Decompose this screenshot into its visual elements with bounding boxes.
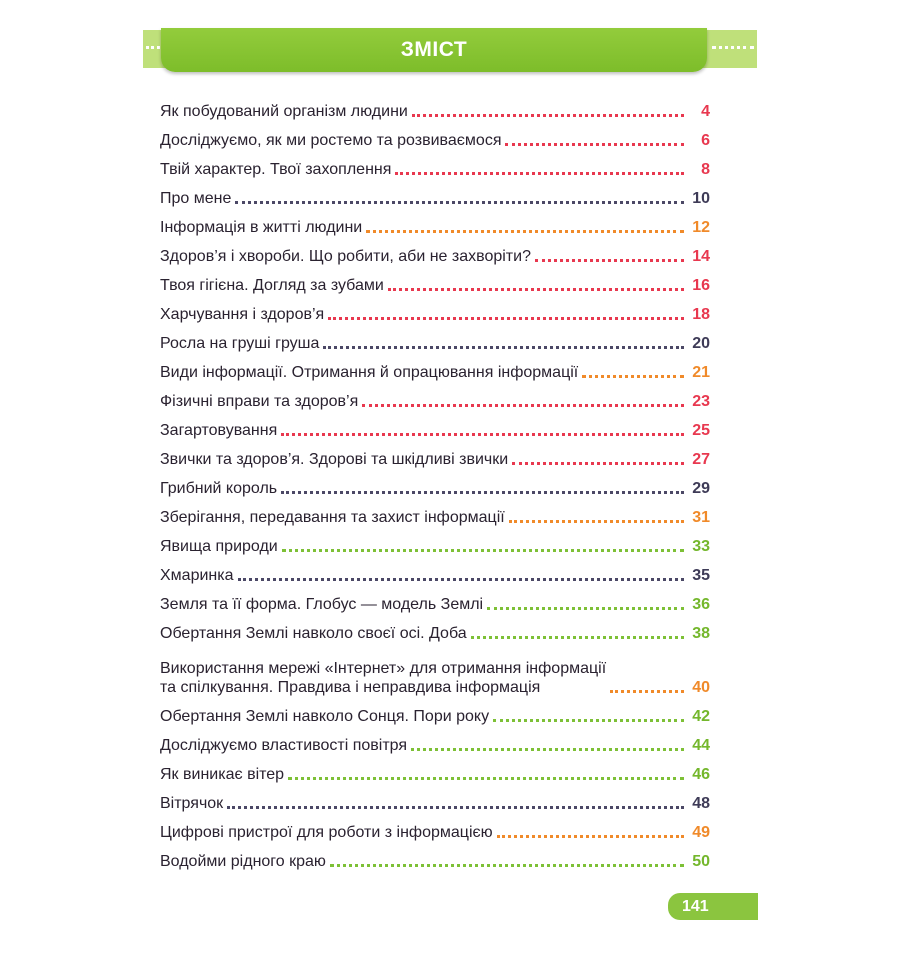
- toc-item: [160, 844, 710, 873]
- toc-dotted-leader: [412, 114, 684, 117]
- toc-item: [160, 728, 710, 757]
- toc-item-title: Водойми рідного краю: [160, 853, 326, 870]
- toc-dotted-leader: [505, 143, 684, 146]
- toc-dotted-leader: [281, 433, 684, 436]
- toc-item-page: 21: [692, 364, 710, 381]
- toc-item-title: Звички та здоров’я. Здорові та шкідливі звички: [160, 451, 509, 468]
- toc-dotted-leader: [512, 462, 684, 465]
- toc-item: [160, 442, 710, 471]
- toc-item: [160, 815, 710, 844]
- toc-item-title: Харчування і здоров’я: [160, 306, 325, 323]
- toc-item: [160, 210, 710, 239]
- toc-item-page: 12: [692, 219, 710, 236]
- toc-item: [160, 297, 710, 326]
- toc-dotted-leader: [471, 636, 684, 639]
- toc-dotted-leader: [366, 230, 684, 233]
- toc-item-title: Росла на груші груша: [160, 335, 320, 352]
- toc-dotted-leader: [509, 520, 684, 523]
- toc-item-title: Зберігання, передавання та захист інформації: [160, 509, 505, 526]
- toc-dotted-leader: [362, 404, 684, 407]
- toc-item: [160, 645, 710, 699]
- toc-item: [160, 616, 710, 645]
- toc-item-page: 33: [692, 538, 710, 555]
- toc-dotted-leader: [238, 578, 685, 581]
- toc-item: [160, 786, 710, 815]
- toc-item-page: 44: [692, 737, 710, 754]
- toc-item: [160, 152, 710, 181]
- toc-item-page: 10: [692, 190, 710, 207]
- toc-item-page: 29: [692, 480, 710, 497]
- page-number-tab: [668, 893, 758, 920]
- toc-item-title: Явища природи: [160, 538, 278, 555]
- toc-item-title: Обертання Землі навколо Сонця. Пори року: [160, 708, 490, 725]
- toc-item: [160, 94, 710, 123]
- toc-item-title: Обертання Землі навколо своєї осі. Доба: [160, 625, 467, 642]
- toc-item: [160, 471, 710, 500]
- toc-item-title: Про мене: [160, 190, 232, 207]
- toc-item: [160, 384, 710, 413]
- toc-item-title: Використання мережі «Інтернет» для отримання інформації та спілкування. Правдива і неправдива інформація: [160, 660, 607, 696]
- toc-item-page: 23: [692, 393, 710, 410]
- toc-item-page: 4: [701, 103, 710, 120]
- toc-item: [160, 529, 710, 558]
- toc-dotted-leader: [227, 806, 684, 809]
- header-dots-right: [712, 46, 754, 49]
- toc-dotted-leader: [487, 607, 684, 610]
- toc-dotted-leader: [535, 259, 684, 262]
- toc-item-page: 46: [692, 766, 710, 783]
- toc-item-page: 42: [692, 708, 710, 725]
- toc-item: [160, 699, 710, 728]
- toc-item-title: Як побудований організм людини: [160, 103, 408, 120]
- toc-item: [160, 123, 710, 152]
- toc-item-page: 6: [701, 132, 710, 149]
- toc-dotted-leader: [323, 346, 684, 349]
- page-title: ЗМІСТ: [400, 38, 468, 61]
- toc-item-title: Грибний король: [160, 480, 278, 497]
- table-of-contents: [160, 94, 710, 873]
- toc-item-page: 14: [692, 248, 710, 265]
- toc-item-title: Досліджуємо, як ми ростемо та розвиваємося: [160, 132, 502, 149]
- toc-item-page: 18: [692, 306, 710, 323]
- toc-item-page: 8: [701, 161, 710, 178]
- toc-item-title: Досліджуємо властивості повітря: [160, 737, 408, 754]
- toc-item: [160, 413, 710, 442]
- toc-item-title: Фізичні вправи та здоров’я: [160, 393, 359, 410]
- toc-item-page: 38: [692, 625, 710, 642]
- toc-dotted-leader: [497, 835, 684, 838]
- toc-dotted-leader: [235, 201, 684, 204]
- toc-item-title: Вітрячок: [160, 795, 224, 812]
- toc-item: [160, 181, 710, 210]
- toc-item-title: Здоров’я і хвороби. Що робити, аби не захворіти?: [160, 248, 531, 265]
- toc-item-title: Як виникає вітер: [160, 766, 285, 783]
- toc-item-page: 50: [692, 853, 710, 870]
- toc-dotted-leader: [395, 172, 684, 175]
- toc-item-page: 49: [692, 824, 710, 841]
- toc-dotted-leader: [281, 491, 684, 494]
- toc-item-page: 48: [692, 795, 710, 812]
- page-number: 141: [682, 897, 709, 915]
- toc-dotted-leader: [330, 864, 684, 867]
- title-bar: [161, 28, 707, 72]
- toc-item: [160, 239, 710, 268]
- toc-item: [160, 355, 710, 384]
- toc-item-title: Інформація в житті людини: [160, 219, 363, 236]
- toc-item-page: 40: [692, 679, 710, 696]
- toc-item: [160, 500, 710, 529]
- toc-item-title: Цифрові пристрої для роботи з інформацією: [160, 824, 493, 841]
- toc-item-page: 25: [692, 422, 710, 439]
- toc-dotted-leader: [610, 690, 684, 693]
- toc-item-page: 36: [692, 596, 710, 613]
- toc-item-title: Земля та її форма. Глобус — модель Землі: [160, 596, 484, 613]
- toc-dotted-leader: [388, 288, 684, 291]
- toc-item: [160, 326, 710, 355]
- toc-item: [160, 587, 710, 616]
- toc-item-title: Твоя гігієна. Догляд за зубами: [160, 277, 384, 294]
- toc-dotted-leader: [288, 777, 684, 780]
- toc-item-page: 27: [692, 451, 710, 468]
- toc-item-title: Твій характер. Твої захоплення: [160, 161, 392, 178]
- toc-dotted-leader: [282, 549, 684, 552]
- toc-dotted-leader: [582, 375, 684, 378]
- toc-item-title: Види інформації. Отримання й опрацювання інформації: [160, 364, 579, 381]
- toc-item-page: 20: [692, 335, 710, 352]
- toc-item-page: 35: [692, 567, 710, 584]
- toc-item: [160, 558, 710, 587]
- toc-item: [160, 757, 710, 786]
- toc-item-page: 16: [692, 277, 710, 294]
- toc-item-title: Хмаринка: [160, 567, 234, 584]
- toc-item-page: 31: [692, 509, 710, 526]
- toc-dotted-leader: [328, 317, 684, 320]
- toc-dotted-leader: [411, 748, 684, 751]
- toc-item: [160, 268, 710, 297]
- toc-item-title: Загартовування: [160, 422, 278, 439]
- toc-dotted-leader: [493, 719, 684, 722]
